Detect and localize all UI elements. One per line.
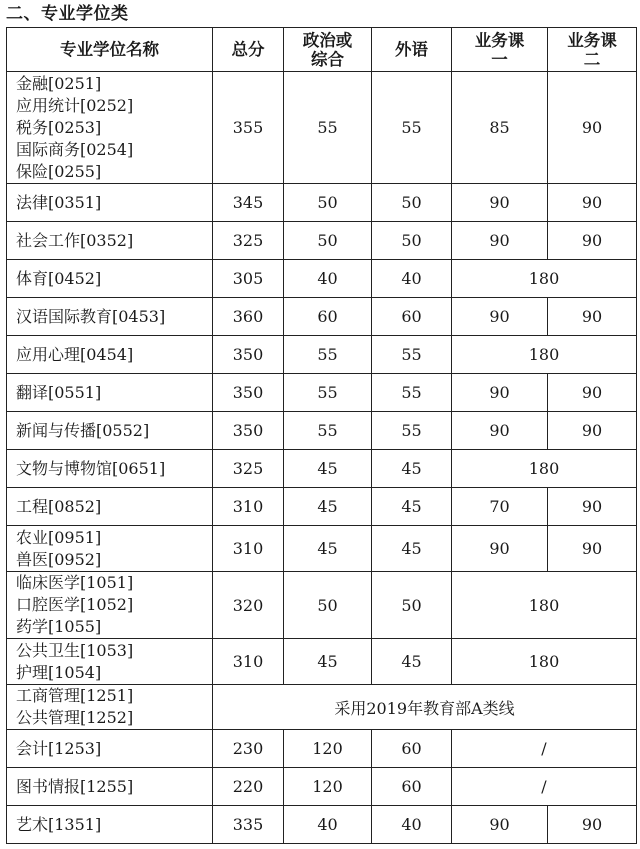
degree-name: 兽医[0952]	[16, 549, 102, 569]
politics-score-cell: 40	[284, 806, 372, 844]
table-row	[7, 526, 637, 572]
column-header	[7, 28, 213, 72]
total-score-cell: 355	[213, 72, 284, 184]
column-header-label: 综合	[311, 49, 344, 69]
table-row	[7, 412, 637, 450]
column-header	[372, 28, 452, 72]
course1-score-cell: 90	[452, 806, 548, 844]
course1-score-cell: 70	[452, 488, 548, 526]
language-score-cell: 55	[372, 72, 452, 184]
course2-score-cell: 90	[548, 72, 637, 184]
degree-name-cell	[7, 336, 213, 374]
total-score-cell: 325	[213, 450, 284, 488]
table-row	[7, 72, 637, 184]
table-row	[7, 222, 637, 260]
table-row	[7, 488, 637, 526]
total-score-cell: 230	[213, 730, 284, 768]
degree-name-cell	[7, 412, 213, 450]
politics-score-cell: 55	[284, 374, 372, 412]
politics-score-cell: 50	[284, 572, 372, 639]
course1-score-cell: 90	[452, 412, 548, 450]
degree-name: 工程[0852]	[16, 496, 102, 516]
column-header-label: 业务课	[474, 30, 525, 50]
degree-name: 应用心理[0454]	[16, 344, 134, 364]
politics-score-cell: 45	[284, 639, 372, 685]
degree-name: 艺术[1351]	[16, 814, 102, 834]
degree-name-cell	[7, 806, 213, 844]
politics-score-cell: 60	[284, 298, 372, 336]
column-header	[213, 28, 284, 72]
course1-score-cell: 90	[452, 184, 548, 222]
total-score-cell: 335	[213, 806, 284, 844]
degree-name: 会计[1253]	[16, 738, 102, 758]
degree-name-cell	[7, 488, 213, 526]
total-score-cell: 320	[213, 572, 284, 639]
degree-name: 公共管理[1252]	[16, 708, 134, 727]
degree-name-cell	[7, 685, 213, 730]
column-header-label: 总分	[231, 40, 265, 59]
total-score-cell: 350	[213, 336, 284, 374]
politics-score-cell: 45	[284, 488, 372, 526]
degree-name-cell	[7, 374, 213, 412]
total-score-cell: 345	[213, 184, 284, 222]
degree-name-cell	[7, 526, 213, 572]
combined-course-score-cell: 180	[452, 450, 637, 488]
policy-note-cell: 采用2019年教育部A类线	[213, 685, 637, 730]
language-score-cell: 55	[372, 412, 452, 450]
course2-score-cell: 90	[548, 488, 637, 526]
degree-name: 税务[0253]	[16, 117, 102, 137]
degree-name: 金融[0251]	[16, 73, 102, 93]
politics-score-cell: 120	[284, 730, 372, 768]
politics-score-cell: 55	[284, 336, 372, 374]
degree-name: 公共卫生[1053]	[16, 640, 134, 660]
combined-course-score-cell: 180	[452, 260, 637, 298]
total-score-cell: 350	[213, 412, 284, 450]
column-header-label: 业务课	[567, 30, 617, 50]
table-row	[7, 298, 637, 336]
table-header-row	[7, 28, 637, 72]
course2-score-cell: 90	[548, 412, 637, 450]
total-score-cell: 350	[213, 374, 284, 412]
degree-name-cell	[7, 730, 213, 768]
degree-name-cell	[7, 768, 213, 806]
politics-score-cell: 55	[284, 72, 372, 184]
degree-name: 临床医学[1051]	[16, 573, 134, 592]
language-score-cell: 55	[372, 336, 452, 374]
course1-score-cell: 90	[452, 374, 548, 412]
degree-name: 法律[0351]	[16, 192, 102, 212]
politics-score-cell: 120	[284, 768, 372, 806]
combined-course-score-cell: 180	[452, 639, 637, 685]
course2-score-cell: 90	[548, 526, 637, 572]
language-score-cell: 45	[372, 450, 452, 488]
total-score-cell: 310	[213, 639, 284, 685]
language-score-cell: 50	[372, 572, 452, 639]
language-score-cell: 50	[372, 184, 452, 222]
combined-course-score-cell: /	[452, 768, 637, 806]
table-body	[7, 72, 637, 844]
language-score-cell: 60	[372, 768, 452, 806]
politics-score-cell: 45	[284, 526, 372, 572]
degree-name: 新闻与传播[0552]	[16, 420, 150, 440]
language-score-cell: 45	[372, 526, 452, 572]
degree-name: 图书情报[1255]	[16, 776, 134, 796]
course1-score-cell: 90	[452, 526, 548, 572]
total-score-cell: 360	[213, 298, 284, 336]
page-title: 二、专业学位类	[6, 4, 129, 24]
politics-score-cell: 40	[284, 260, 372, 298]
course2-score-cell: 90	[548, 184, 637, 222]
degree-name: 体育[0452]	[16, 268, 102, 288]
degree-name: 翻译[0551]	[16, 382, 102, 402]
degree-name-cell	[7, 298, 213, 336]
column-header	[284, 28, 372, 72]
politics-score-cell: 50	[284, 222, 372, 260]
combined-course-score-cell: 180	[452, 336, 637, 374]
table-row	[7, 450, 637, 488]
degree-name-cell	[7, 450, 213, 488]
course2-score-cell: 90	[548, 374, 637, 412]
total-score-cell: 220	[213, 768, 284, 806]
degree-name: 汉语国际教育[0453]	[16, 306, 166, 326]
language-score-cell: 50	[372, 222, 452, 260]
degree-name: 药学[1055]	[16, 617, 102, 636]
degree-name-cell	[7, 184, 213, 222]
course1-score-cell: 85	[452, 72, 548, 184]
column-header-label: 二	[583, 49, 601, 69]
course2-score-cell: 90	[548, 222, 637, 260]
degree-name: 护理[1054]	[16, 662, 102, 682]
table-row	[7, 768, 637, 806]
language-score-cell: 45	[372, 639, 452, 685]
combined-course-score-cell: 180	[452, 572, 637, 639]
total-score-cell: 325	[213, 222, 284, 260]
column-header-label: 政治或	[302, 30, 353, 50]
table-row	[7, 374, 637, 412]
degree-name: 口腔医学[1052]	[16, 595, 134, 614]
degree-name: 保险[0255]	[16, 161, 102, 181]
course2-score-cell: 90	[548, 806, 637, 844]
table-row	[7, 572, 637, 639]
course2-score-cell: 90	[548, 298, 637, 336]
total-score-cell: 310	[213, 526, 284, 572]
table-row	[7, 685, 637, 730]
degree-name: 国际商务[0254]	[16, 139, 134, 159]
degree-name: 工商管理[1251]	[16, 686, 134, 705]
degree-name-cell	[7, 72, 213, 184]
column-header	[548, 28, 637, 72]
column-header-label: 专业学位名称	[60, 40, 159, 59]
table-row	[7, 806, 637, 844]
table-row	[7, 184, 637, 222]
table-row	[7, 730, 637, 768]
language-score-cell: 40	[372, 806, 452, 844]
politics-score-cell: 50	[284, 184, 372, 222]
language-score-cell: 45	[372, 488, 452, 526]
combined-course-score-cell: /	[452, 730, 637, 768]
degree-name: 文物与博物馆[0651]	[16, 458, 166, 478]
table-row	[7, 260, 637, 298]
politics-score-cell: 45	[284, 450, 372, 488]
total-score-cell: 310	[213, 488, 284, 526]
total-score-cell: 305	[213, 260, 284, 298]
degree-name-cell	[7, 572, 213, 639]
language-score-cell: 40	[372, 260, 452, 298]
column-header-label: 一	[491, 49, 508, 69]
course1-score-cell: 90	[452, 298, 548, 336]
table-row	[7, 639, 637, 685]
table-row	[7, 336, 637, 374]
course1-score-cell: 90	[452, 222, 548, 260]
degree-name-cell	[7, 260, 213, 298]
degree-name-cell	[7, 222, 213, 260]
column-header-label: 外语	[395, 40, 428, 59]
degree-name-cell	[7, 639, 213, 685]
language-score-cell: 60	[372, 298, 452, 336]
language-score-cell: 60	[372, 730, 452, 768]
degree-name: 社会工作[0352]	[16, 230, 134, 250]
column-header	[452, 28, 548, 72]
politics-score-cell: 55	[284, 412, 372, 450]
language-score-cell: 55	[372, 374, 452, 412]
degree-name: 应用统计[0252]	[16, 95, 134, 115]
score-table	[6, 27, 637, 844]
degree-name: 农业[0951]	[16, 527, 102, 547]
